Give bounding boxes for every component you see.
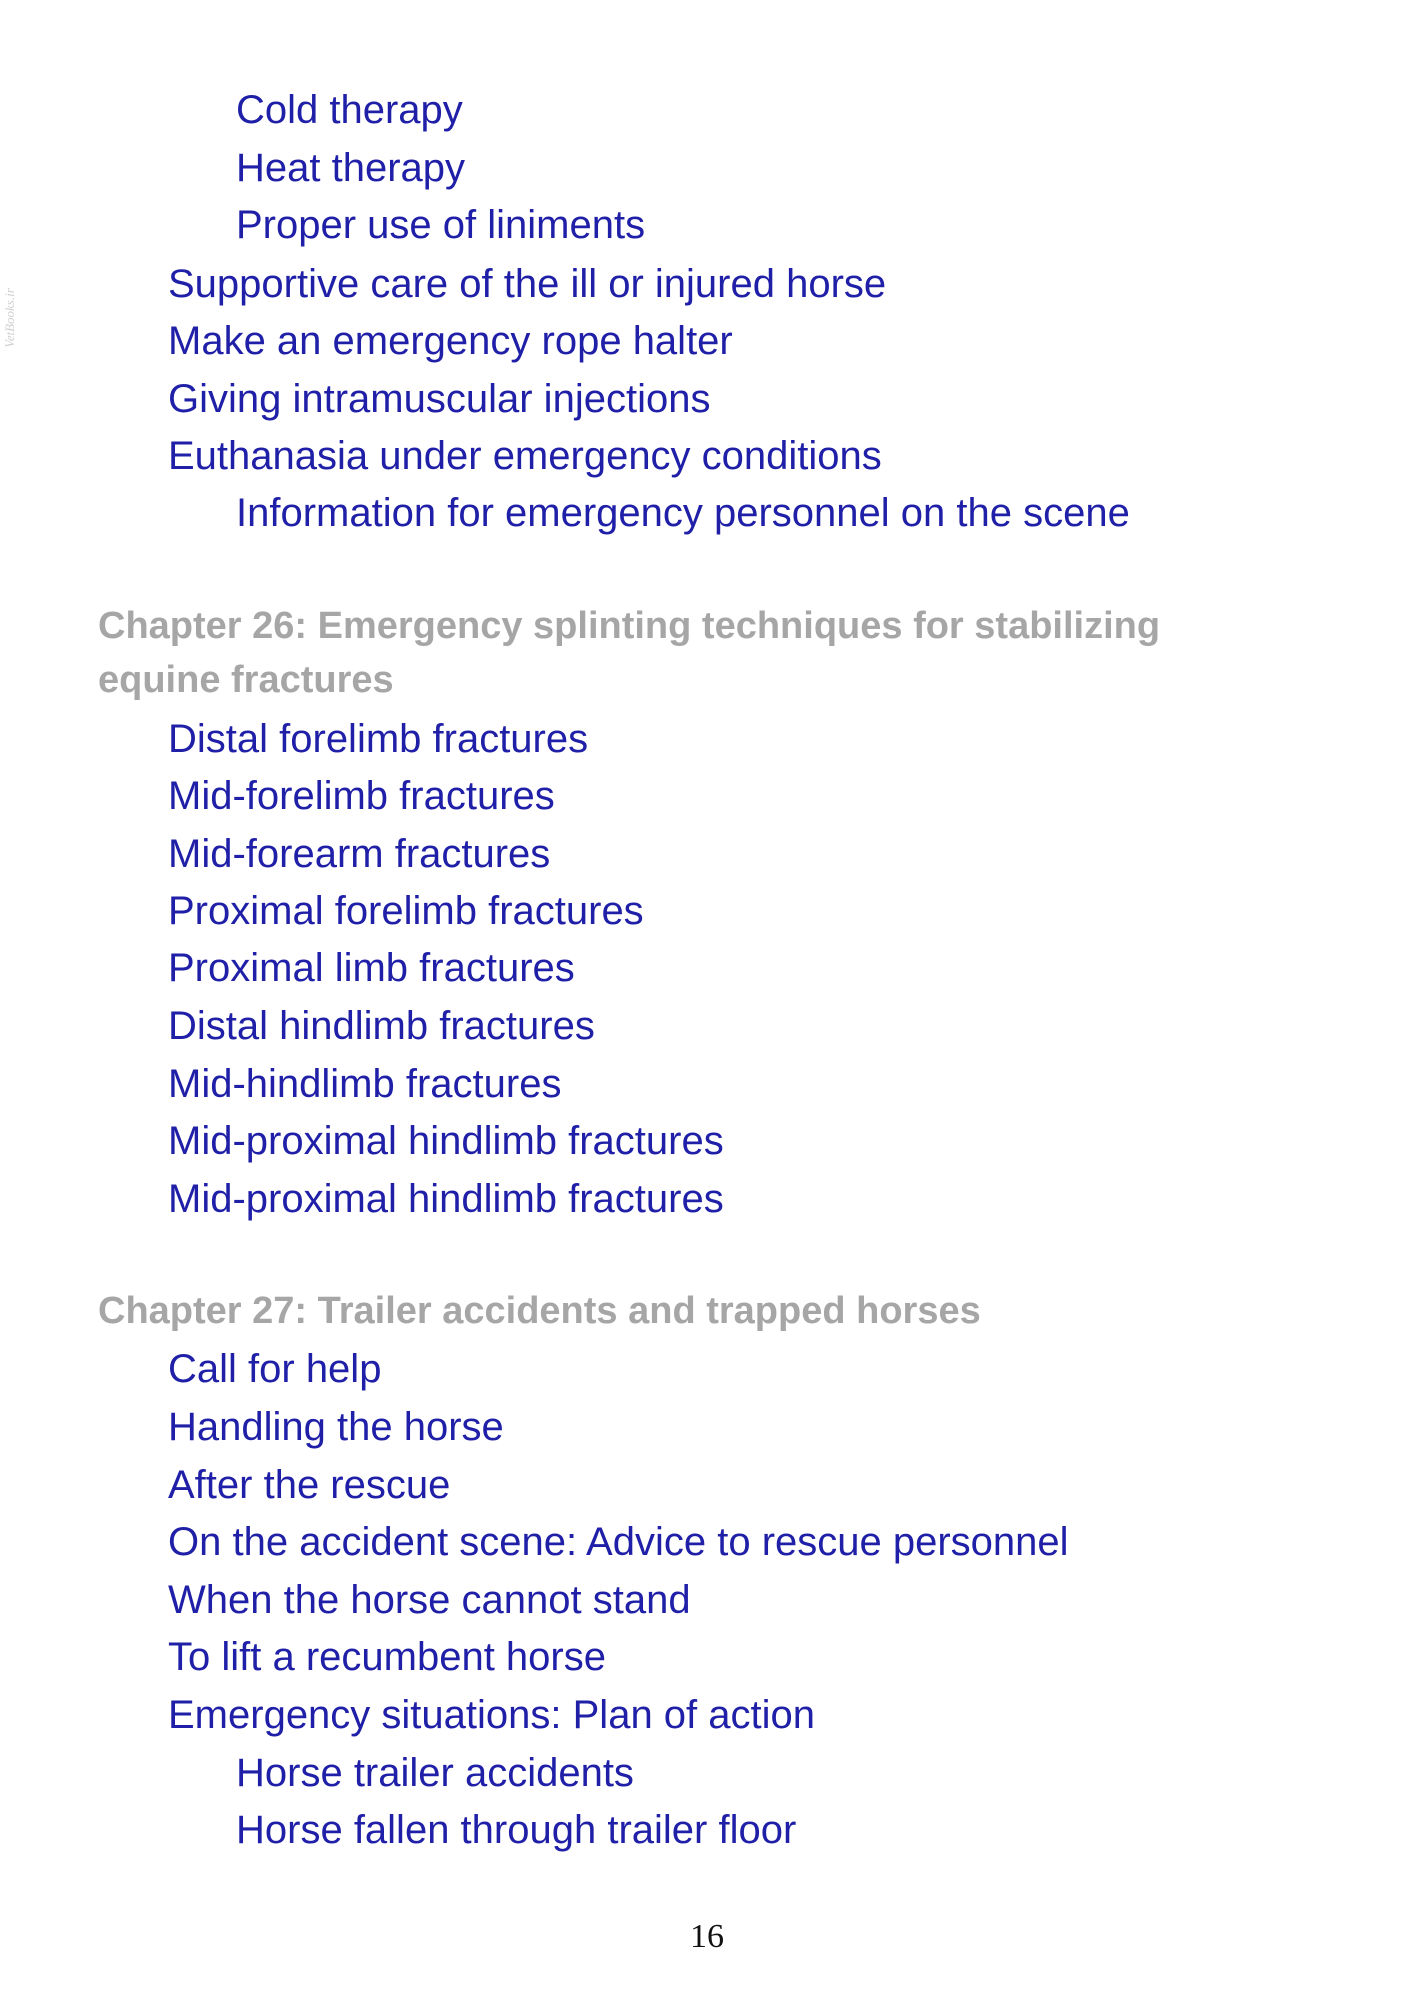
toc-entry-proximal-forelimb[interactable]: Proximal forelimb fractures bbox=[168, 889, 644, 933]
toc-entry-after-the-rescue[interactable]: After the rescue bbox=[168, 1463, 451, 1507]
toc-entry-distal-forelimb[interactable]: Distal forelimb fractures bbox=[168, 717, 589, 761]
toc-entry-horse-cannot-stand[interactable]: When the horse cannot stand bbox=[168, 1578, 691, 1622]
toc-entry-lift-recumbent-horse[interactable]: To lift a recumbent horse bbox=[168, 1635, 606, 1679]
toc-entry-handling-the-horse[interactable]: Handling the horse bbox=[168, 1405, 504, 1449]
toc-entry-emergency-personnel-info[interactable]: Information for emergency personnel on the scene bbox=[236, 491, 1130, 535]
toc-entry-mid-proximal-hindlimb-2[interactable]: Mid-proximal hindlimb fractures bbox=[168, 1177, 724, 1221]
toc-entry-mid-forelimb[interactable]: Mid-forelimb fractures bbox=[168, 774, 555, 818]
chapter-26-heading: Chapter 26: Emergency splinting techniques for stabilizing equine fractures bbox=[98, 605, 1161, 701]
toc-entry-mid-proximal-hindlimb-1[interactable]: Mid-proximal hindlimb fractures bbox=[168, 1119, 724, 1163]
toc-entry-fallen-through-floor[interactable]: Horse fallen through trailer floor bbox=[236, 1808, 797, 1852]
toc-entry-cold-therapy[interactable]: Cold therapy bbox=[236, 88, 463, 132]
toc-entry-call-for-help[interactable]: Call for help bbox=[168, 1347, 382, 1391]
toc-entry-mid-hindlimb[interactable]: Mid-hindlimb fractures bbox=[168, 1062, 562, 1106]
page-number: 16 bbox=[690, 1918, 724, 1955]
toc-entry-plan-of-action[interactable]: Emergency situations: Plan of action bbox=[168, 1693, 816, 1737]
toc-entry-trailer-accidents[interactable]: Horse trailer accidents bbox=[236, 1751, 634, 1795]
toc-entry-injections[interactable]: Giving intramuscular injections bbox=[168, 377, 711, 421]
toc-entry-proximal-limb[interactable]: Proximal limb fractures bbox=[168, 946, 575, 990]
watermark: VetBooks.ir bbox=[1, 288, 17, 348]
chapter-27-heading: Chapter 27: Trailer accidents and trapped horses bbox=[98, 1290, 981, 1332]
toc-entry-accident-scene-advice[interactable]: On the accident scene: Advice to rescue personnel bbox=[168, 1520, 1069, 1564]
toc-entry-distal-hindlimb[interactable]: Distal hindlimb fractures bbox=[168, 1004, 595, 1048]
toc-entry-supportive-care[interactable]: Supportive care of the ill or injured horse bbox=[168, 262, 887, 306]
toc-entry-liniments[interactable]: Proper use of liniments bbox=[236, 203, 646, 247]
toc-entry-euthanasia[interactable]: Euthanasia under emergency conditions bbox=[168, 434, 882, 478]
toc-entry-rope-halter[interactable]: Make an emergency rope halter bbox=[168, 319, 733, 363]
toc-entry-mid-forearm[interactable]: Mid-forearm fractures bbox=[168, 832, 551, 876]
toc-entry-heat-therapy[interactable]: Heat therapy bbox=[236, 146, 466, 190]
